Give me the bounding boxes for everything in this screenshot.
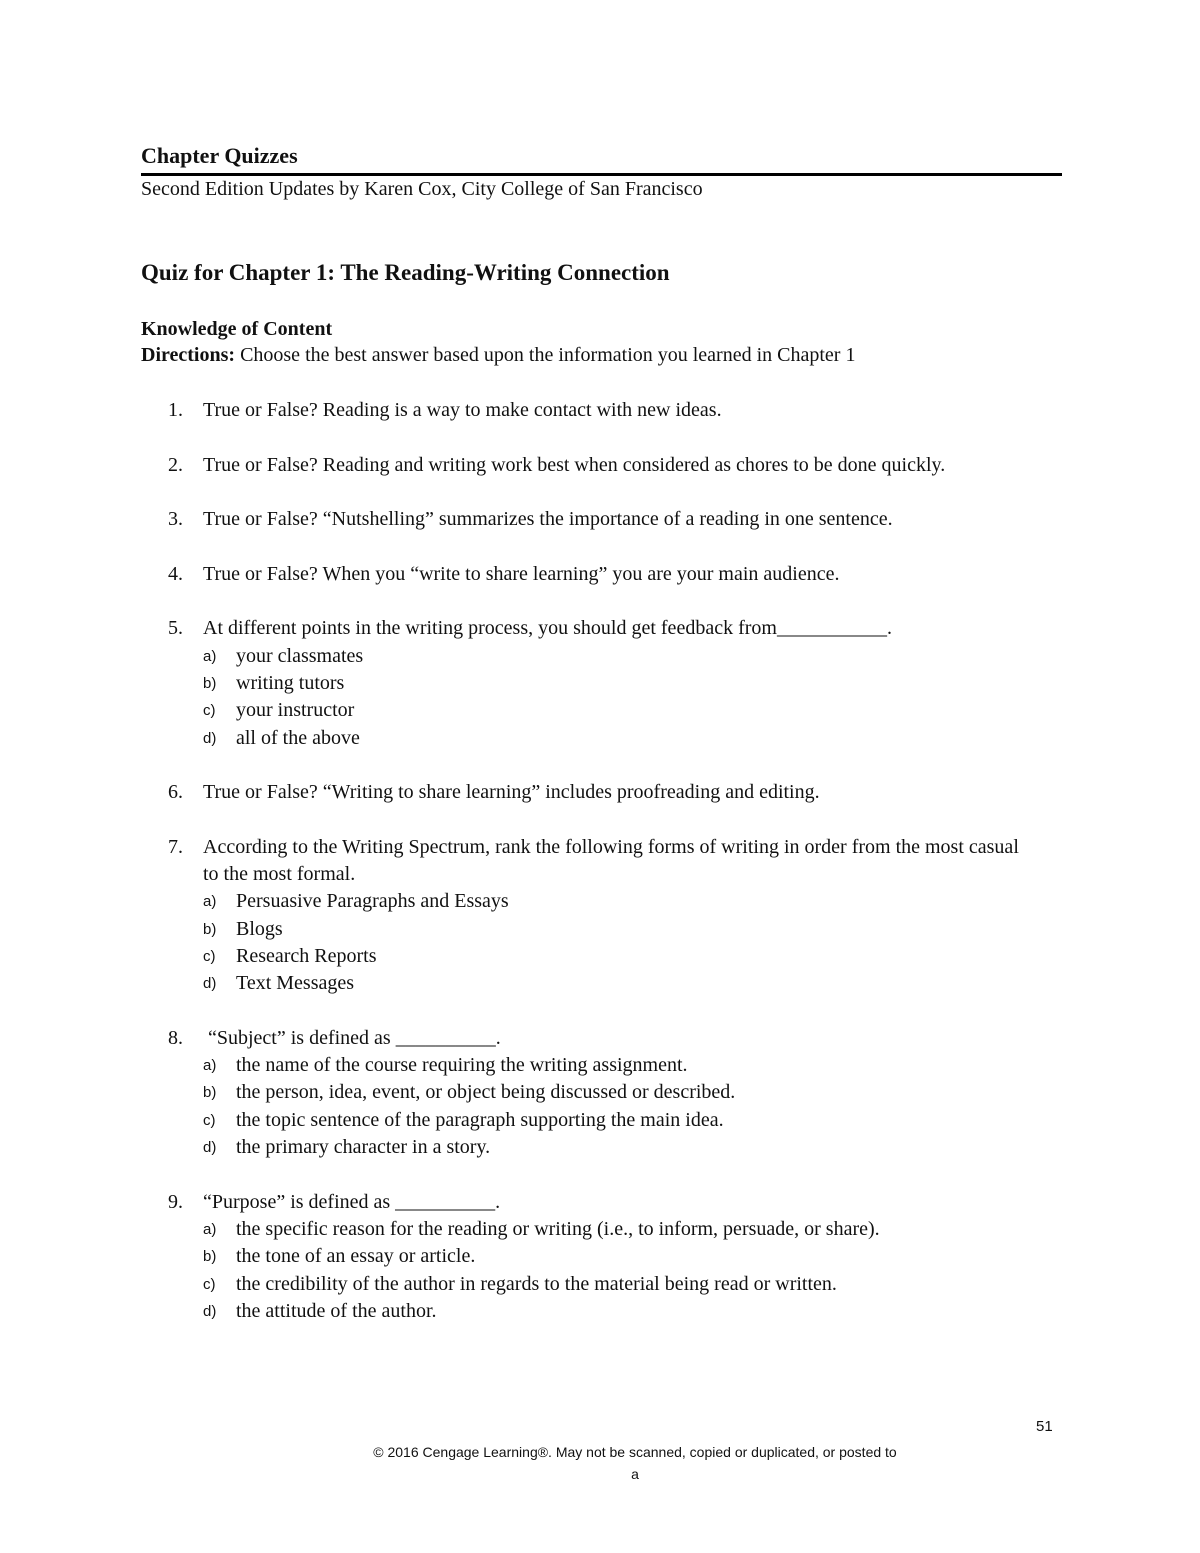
option-letter: d)	[203, 729, 217, 747]
answer-option	[203, 670, 1041, 697]
option-text: Blogs	[236, 917, 283, 940]
option-text: the credibility of the author in regards to the material being read or written.	[236, 1272, 837, 1295]
answer-option	[203, 1216, 1041, 1243]
option-text: Text Messages	[236, 972, 355, 995]
question-text: True or False? When you “write to share learning” you are your main audience.	[203, 562, 840, 585]
answer-option	[203, 1107, 1041, 1134]
question-number: 5.	[168, 617, 183, 640]
answer-option	[203, 1134, 1041, 1161]
answer-option	[203, 1271, 1041, 1298]
question-text: True or False? “Nutshelling” summarizes the importance of a reading in one sentence.	[203, 508, 893, 531]
option-letter: d)	[203, 1302, 217, 1320]
option-letter: d)	[203, 1139, 217, 1157]
question-1	[141, 397, 1041, 424]
question-number: 9.	[168, 1190, 183, 1213]
answer-option	[203, 725, 1041, 752]
option-text: the name of the course requiring the writing assignment.	[236, 1054, 688, 1077]
answer-option	[203, 943, 1041, 970]
directions-label: Directions:	[141, 344, 236, 366]
answer-option	[203, 1052, 1041, 1079]
option-text: the specific reason for the reading or writing (i.e., to inform, persuade, or share).	[236, 1217, 880, 1240]
question-text: “Subject” is defined as __________.	[203, 1026, 501, 1049]
question-text: According to the Writing Spectrum, rank the following forms of writing in order from the most casual to the most formal.	[203, 835, 1019, 886]
answer-option	[203, 643, 1041, 670]
option-letter: a)	[203, 1220, 217, 1238]
question-9	[141, 1189, 1041, 1325]
question-5	[141, 615, 1041, 751]
option-text: Persuasive Paragraphs and Essays	[236, 890, 509, 913]
option-text: the topic sentence of the paragraph supporting the main idea.	[236, 1108, 724, 1131]
option-text: the attitude of the author.	[236, 1299, 437, 1322]
question-list	[141, 397, 1041, 1325]
option-letter: b)	[203, 674, 217, 692]
option-letter: c)	[203, 947, 216, 965]
option-letter: c)	[203, 1275, 216, 1293]
copyright-line: a	[631, 1466, 639, 1482]
option-letter: a)	[203, 647, 217, 665]
answer-option	[203, 1243, 1041, 1270]
question-7	[141, 834, 1041, 998]
question-2	[141, 452, 1041, 479]
quiz-heading: Quiz for Chapter 1: The Reading-Writing Connection	[141, 260, 670, 285]
answer-option	[203, 916, 1041, 943]
question-8	[141, 1025, 1041, 1161]
option-text: the person, idea, event, or object being discussed or described.	[236, 1081, 736, 1104]
option-text: the primary character in a story.	[236, 1136, 491, 1159]
option-letter: a)	[203, 1057, 217, 1075]
question-4	[141, 561, 1041, 588]
question-number: 3.	[168, 508, 183, 531]
answer-option	[203, 1079, 1041, 1106]
question-number: 2.	[168, 453, 183, 476]
question-text: True or False? Reading and writing work best when considered as chores to be done quickly.	[203, 453, 946, 476]
answer-option	[203, 888, 1041, 915]
page-number: 51	[1036, 1418, 1053, 1435]
option-text: writing tutors	[236, 671, 345, 694]
question-text: True or False? Reading is a way to make contact with new ideas.	[203, 399, 722, 421]
question-text: “Purpose” is defined as __________.	[203, 1190, 501, 1213]
option-letter: b)	[203, 1248, 217, 1266]
option-text: Research Reports	[236, 944, 377, 967]
question-number: 4.	[168, 562, 183, 585]
option-letter: c)	[203, 1111, 216, 1129]
question-number: 8.	[168, 1026, 183, 1049]
option-text: your classmates	[236, 644, 364, 667]
option-letter: b)	[203, 920, 217, 938]
section-heading: Knowledge of Content	[141, 318, 333, 340]
copyright-footer	[300, 1441, 970, 1485]
option-letter: a)	[203, 893, 217, 911]
question-3	[141, 506, 1041, 533]
directions	[141, 344, 855, 367]
answer-option	[203, 1298, 1041, 1325]
question-text: At different points in the writing process, you should get feedback from___________.	[203, 617, 892, 640]
answer-option	[203, 970, 1041, 997]
option-text: your instructor	[236, 699, 355, 722]
option-letter: d)	[203, 975, 217, 993]
chapter-subtitle: Second Edition Updates by Karen Cox, City College of San Francisco	[141, 178, 703, 200]
option-letter: c)	[203, 702, 216, 720]
question-6	[141, 779, 1041, 806]
question-text: True or False? “Writing to share learning” includes proofreading and editing.	[203, 781, 820, 804]
option-text: all of the above	[236, 726, 360, 749]
option-letter: b)	[203, 1084, 217, 1102]
chapter-title: Chapter Quizzes	[141, 143, 298, 168]
question-number: 1.	[168, 399, 183, 421]
option-text: the tone of an essay or article.	[236, 1245, 476, 1268]
question-number: 7.	[168, 835, 183, 858]
directions-text: Choose the best answer based upon the information you learned in Chapter 1	[235, 344, 856, 366]
copyright-line: © 2016 Cengage Learning®. May not be scanned, copied or duplicated, or posted to	[373, 1444, 897, 1460]
question-number: 6.	[168, 781, 183, 804]
answer-option	[203, 697, 1041, 724]
title-rule	[141, 173, 1062, 176]
